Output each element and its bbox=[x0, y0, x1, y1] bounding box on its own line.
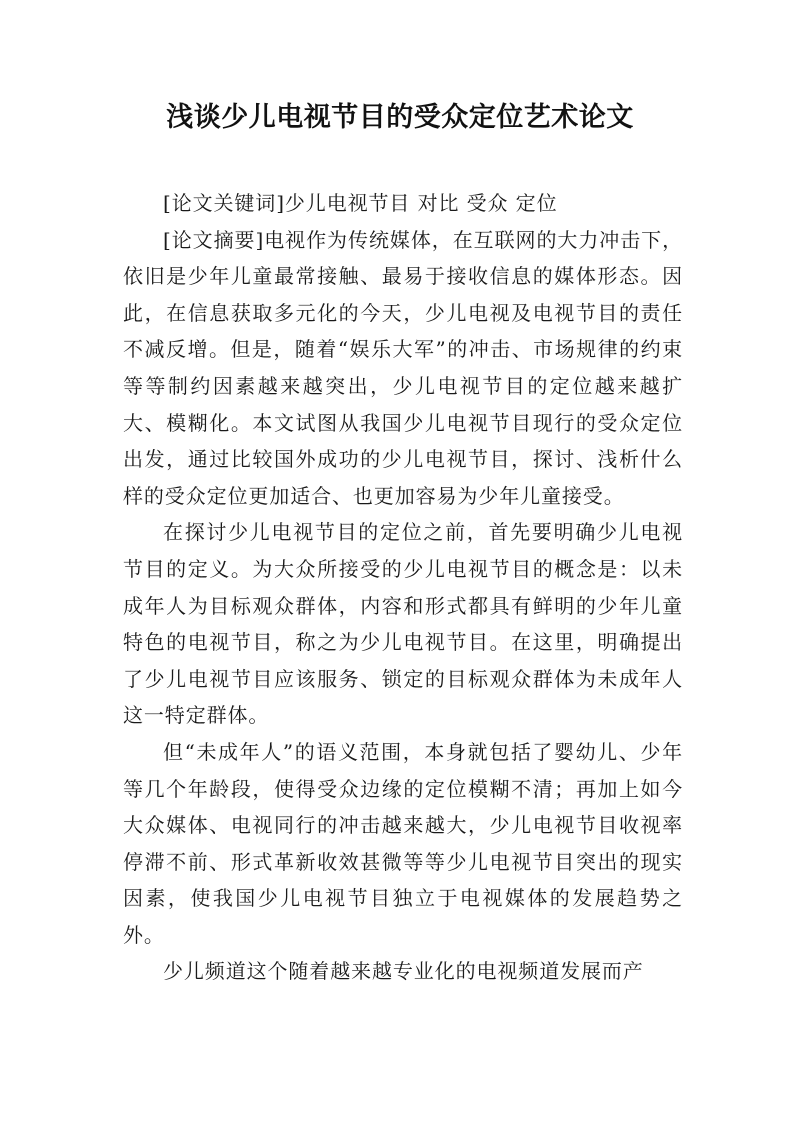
keywords-paragraph: [论文关键词]少儿电视节目 对比 受众 定位 bbox=[163, 191, 558, 215]
body-paragraph-2: 但“未成年人”的语义范围，本身就包括了婴幼儿、少年等几个年龄段，使得受众边缘的定位模糊不清；再加上如今大众媒体、电视同行的冲击越来越大，少儿电视节目收视率停滞不前、形式革新收效甚微等等少儿电视节目突出的现实因素，使我国少儿电视节目独立于电视媒体的发展趋势之外。 bbox=[123, 739, 683, 947]
body-paragraph-3: 少儿频道这个随着越来越专业化的电视频道发展而产 bbox=[163, 959, 644, 984]
abstract-paragraph: [论文摘要]电视作为传统媒体，在互联网的大力冲击下，依旧是少年儿童最常接触、最易于接收信息的媒体形态。因此，在信息获取多元化的今天，少儿电视及电视节目的责任不减反增。但是，随着“娱乐大军”的冲击、市场规律的约束等等制约因素越来越突出，少儿电视节目的定位越来越扩大、模糊化。本文试图从我国少儿电视节目现行的受众定位出发，通过比较国外成功的少儿电视节目，探讨、浅析什么样的受众定位更加适合、也更加容易为少年儿童接受。 bbox=[123, 227, 683, 508]
document-title: 浅谈少儿电视节目的受众定位艺术论文 bbox=[166, 102, 634, 133]
body-paragraph-1: 在探讨少儿电视节目的定位之前，首先要明确少儿电视节目的定义。为大众所接受的少儿电视节目的概念是：以未成年人为目标观众群体，内容和形式都具有鲜明的少年儿童特色的电视节目，称之为少儿电视节目。在这里，明确提出了少儿电视节目应该服务、锁定的目标观众群体为未成年人这一特定群体。 bbox=[123, 520, 683, 728]
document-body bbox=[123, 185, 683, 990]
